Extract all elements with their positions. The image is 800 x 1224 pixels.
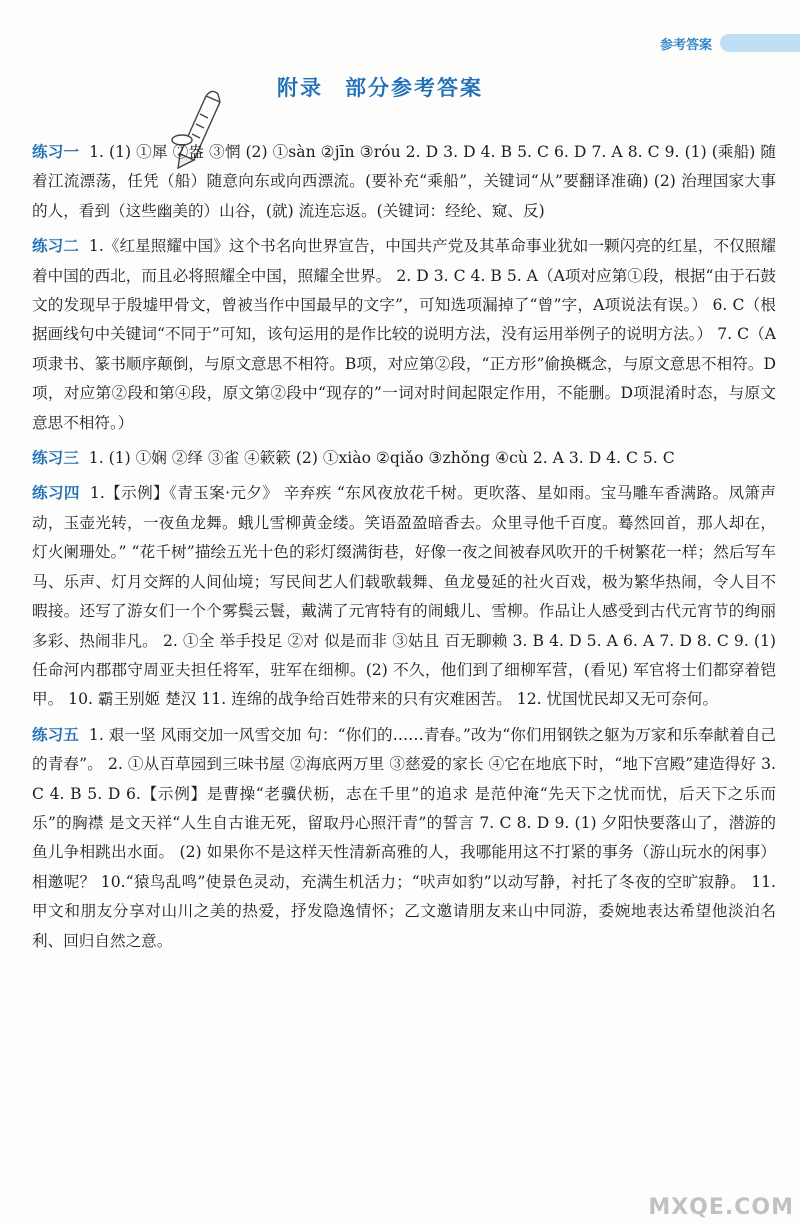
- section-text: 1.【示例】《青玉案·元夕》 辛弃疾 “东风夜放花千树。更吹落、星如雨。宝马雕车香满路。凤箫声动，玉壶光转，一夜鱼龙舞。蛾儿雪柳黄金缕。笑语盈盈暗香去。众里寻他千百度。蓦然回首，那人却在，灯火阑珊处。” “花千树”描绘五光十色的彩灯缀满街巷，好像一夜之间被春风吹开的千树繁花一样；然后写车马、乐声、灯月交辉的人间仙境；写民间艺人们载歌载舞、鱼龙曼延的社火百戏，极为繁华热闹，令人目不暇接。还写了游女们一个个雾鬓云鬟，戴满了元宵特有的闹蛾儿、雪柳。作品让人感受到古代元宵节的绚丽多彩、热闹非凡。 2. ①全 举手投足 ②对 似是而非 ③姑且 百无聊赖 3. B 4. D 5. A 6. A 7. D 8. C 9. (1) 任命河内郡郡守周亚夫担任将军，驻军在细柳。(2) 不久，他们到了细柳军营，(看见) 军官将士们都穿着铠甲。 10. 霸王别姬 楚汉 11. 连绵的战争给百姓带来的只有灾难困苦。 12. 忧国忧民却又无可奈何。: [32, 484, 776, 709]
- section-1: [32, 138, 776, 226]
- section-text: 1. (1) ①犀 ②盎 ③惘 (2) ①sàn ②jīn ③róu 2. D 3. D 4. B 5. C 6. D 7. A 8. C 9. (1) (乘船) 随着江流漂荡，任凭（船）随意向东或向西漂流。(要补充“乘船”，关键词“从”要翻译准确) (2) 治理国家大事的人，看到（这些幽美的）山谷，(就) 流连忘返。(关键词：经纶、窥、反): [32, 143, 776, 220]
- section-label: 练习四: [32, 484, 80, 503]
- page-title: [0, 72, 760, 102]
- title-left: 附录: [277, 76, 323, 100]
- section-4: [32, 479, 776, 714]
- corner-tag-text: 参考答案: [660, 37, 713, 53]
- watermark: MXQE.COM: [648, 1195, 794, 1220]
- section-label: 练习三: [32, 449, 79, 468]
- section-3: [32, 444, 776, 473]
- section-label: 练习一: [32, 143, 80, 161]
- answer-content: [32, 138, 776, 962]
- title-right: 部分参考答案: [345, 76, 483, 100]
- section-5: [32, 721, 776, 956]
- section-2: [32, 232, 776, 438]
- section-text: 1. (1) ①娴 ②绎 ③雀 ④簌簌 (2) ①xiào ②qiǎo ③zhǒng ④cù 2. A 3. D 4. C 5. C: [88, 449, 675, 468]
- section-text: 1.《红星照耀中国》这个书名向世界宣告，中国共产党及其革命事业犹如一颗闪亮的红星，不仅照耀着中国的西北，而且必将照耀全中国，照耀全世界。 2. D 3. C 4. B 5. A（A项对应第①段，根据“由于石鼓文的发现早于殷墟甲骨文，曾被当作中国最早的文字”，可知选项漏掉了“曾”字，A项说法有误。） 6. C（根据画线句中关键词“不同于”可知，该句运用的是作比较的说明方法，没有运用举例子的说明方法。） 7. C（A项隶书、篆书顺序颠倒，与原文意思不相符。B项，对应第②段，“正方形”偷换概念，与原文意思不相符。D项，对应第②段和第④段，原文第②段中“现存的”一词对时间起限定作用，不能删。D项混淆时态，与原文意思不相符。）: [32, 237, 776, 432]
- corner-tag-bar: [720, 34, 800, 52]
- corner-tag: [660, 30, 800, 56]
- section-text: 1. 艰一坚 风雨交加一风雪交加 句：“你们的……青春。”改为“你们用钢铁之躯为万家和乐奉献着自己的青春”。 2. ①从百草园到三味书屋 ②海底两万里 ③慈爱的家长 ④它在地底下时，“地下宫殿”建造得好 3. C 4. B 5. D 6.【示例】是曹操“老骥伏枥，志在千里”的追求 是范仲淹“先天下之忧而忧，后天下之乐而乐”的胸襟 是文天祥“人生自古谁无死，留取丹心照汗青”的誓言 7. C 8. D 9. (1) 夕阳快要落山了，潜游的鱼儿争相跳出水面。 (2) 如果你不是这样天性清新高雅的人，我哪能用这不打紧的事务（游山玩水的闲事）相邀呢？ 10.“猿鸟乱鸣”使景色灵动，充满生机活力；“吠声如豹”以动写静，衬托了冬夜的空旷寂静。 11. 甲文和朋友分享对山川之美的热爱，抒发隐逸情怀；乙文邀请朋友来山中同游，委婉地表达希望他淡泊名利、回归自然之意。: [32, 725, 776, 950]
- section-label: 练习二: [32, 237, 79, 256]
- section-label: 练习五: [32, 725, 79, 744]
